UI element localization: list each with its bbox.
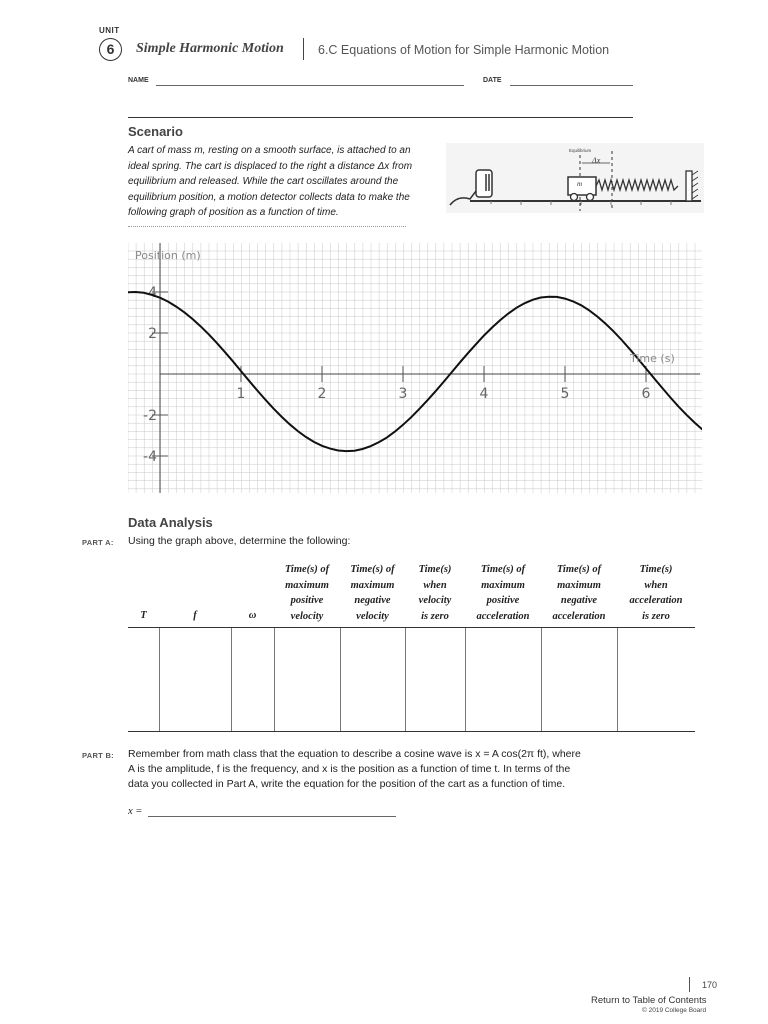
column-header-line: Time(s) of xyxy=(556,564,602,575)
column-header-line: acceleration xyxy=(476,610,530,622)
copyright: © 2019 College Board xyxy=(642,1007,707,1014)
part-b-line-2: A is the amplitude, f is the frequency, and x is the position as a function of time t. In terms of the xyxy=(128,763,571,775)
y-tick-label: 2 xyxy=(148,326,157,342)
equilibrium-label: Equilibrium xyxy=(569,148,592,153)
answer-cell[interactable] xyxy=(617,628,695,731)
answer-cell[interactable] xyxy=(159,628,231,731)
y-tick-label: -4 xyxy=(143,449,157,465)
column-header-line: negative xyxy=(560,595,598,606)
column-header-line: Time(s) of xyxy=(284,564,330,575)
column-header-line: acceleration xyxy=(629,595,683,606)
column-header-line: is zero xyxy=(421,610,449,622)
column-header-line: negative xyxy=(354,595,391,606)
position-time-chart xyxy=(128,243,702,493)
section-title: 6.C Equations of Motion for Simple Harmonic Motion xyxy=(318,43,610,57)
column-header xyxy=(340,562,405,624)
y-axis-label: Position (m) xyxy=(135,249,201,262)
header-rule xyxy=(128,117,633,118)
x-tick-label: 3 xyxy=(398,386,408,402)
cart-spring-figure xyxy=(446,143,704,213)
page-number: 170 xyxy=(702,980,718,990)
return-to-toc-link[interactable]: Return to Table of Contents xyxy=(591,995,707,1006)
scenario-heading: Scenario xyxy=(128,124,183,139)
x-axis-label: Time (s) xyxy=(630,352,675,365)
column-header-line: acceleration xyxy=(552,610,606,622)
column-header-line: maximum xyxy=(350,579,395,591)
data-analysis-heading: Data Analysis xyxy=(128,515,213,530)
column-header-line: ω xyxy=(248,610,257,621)
column-header xyxy=(231,608,274,624)
chart-grid xyxy=(128,243,702,493)
part-a-text: Using the graph above, determine the following: xyxy=(128,535,351,547)
x-tick-label: 4 xyxy=(479,386,489,402)
name-field[interactable] xyxy=(156,85,464,86)
dx-label: Δx xyxy=(592,156,601,165)
x-tick-label: 1 xyxy=(236,386,246,402)
column-header-line: positive xyxy=(486,595,520,606)
answer-cell[interactable] xyxy=(128,628,159,731)
footer-divider xyxy=(689,977,690,992)
part-b-label: PART B: xyxy=(82,751,114,760)
scenario-text: A cart of mass m, resting on a smooth surface, is attached to an ideal spring. The cart is displaced to the right a distance Δx from equilibrium and released. While the cart oscillates around the equilibrium position, a motion detector collects data to make the following graph of position as a function of time. xyxy=(128,145,413,218)
answer-cell[interactable] xyxy=(231,628,274,731)
answer-cell[interactable] xyxy=(465,628,541,731)
column-header-line: when xyxy=(423,579,447,591)
part-b-line-3: data you collected in Part A, write the equation for the position of the cart as a function of time. xyxy=(128,778,566,790)
x-tick-label: 6 xyxy=(641,386,651,402)
part-a-label: PART A: xyxy=(82,538,114,547)
answer-cell[interactable] xyxy=(340,628,405,731)
column-header-line: Time(s) xyxy=(639,564,673,575)
column-header xyxy=(465,562,541,624)
column-divider xyxy=(617,628,618,731)
column-header-line: Time(s) of xyxy=(350,564,395,575)
cart-wheel xyxy=(571,194,578,201)
cart-wheel xyxy=(587,194,594,201)
y-tick-label: -2 xyxy=(143,408,157,424)
answer-field[interactable] xyxy=(148,816,396,817)
column-header xyxy=(159,608,231,624)
column-header-line: T xyxy=(140,610,147,621)
scenario-rule xyxy=(128,226,406,227)
y-tick-label: 4 xyxy=(148,285,157,301)
column-divider xyxy=(465,628,466,731)
answer-cell[interactable] xyxy=(541,628,617,731)
column-header xyxy=(405,562,465,624)
unit-label: UNIT xyxy=(99,26,120,35)
column-divider xyxy=(541,628,542,731)
column-header-line: maximum xyxy=(481,579,525,591)
column-header-line: is zero xyxy=(642,610,670,622)
chart-ticks xyxy=(143,285,651,465)
date-label: DATE xyxy=(483,77,502,84)
position-curve xyxy=(128,292,702,451)
part-b-line-1: Remember from math class that the equation to describe a cosine wave is x = A cos(2π ft), where xyxy=(128,748,581,760)
table-bottom-rule xyxy=(128,731,695,732)
wall xyxy=(686,171,692,201)
column-header-line: when xyxy=(644,579,668,591)
column-header-line: velocity xyxy=(356,610,389,622)
column-header-line: maximum xyxy=(285,579,329,591)
column-header-line: Time(s) of xyxy=(480,564,526,575)
column-divider xyxy=(340,628,341,731)
answer-cell[interactable] xyxy=(405,628,465,731)
column-header xyxy=(274,562,340,624)
title-divider xyxy=(303,38,304,60)
column-header-line: positive xyxy=(290,595,324,606)
unit-number-badge: 6 xyxy=(99,38,122,61)
column-header xyxy=(128,608,159,624)
unit-title: Simple Harmonic Motion xyxy=(136,41,284,56)
column-header xyxy=(541,562,617,624)
column-header-line: velocity xyxy=(418,595,452,606)
column-divider xyxy=(405,628,406,731)
column-header-line: maximum xyxy=(557,579,601,591)
column-divider xyxy=(274,628,275,731)
answer-cell[interactable] xyxy=(274,628,340,731)
column-header-line: f xyxy=(193,610,197,621)
x-tick-label: 5 xyxy=(560,386,570,402)
column-divider xyxy=(159,628,160,731)
column-header-line: velocity xyxy=(290,610,324,622)
name-label: NAME xyxy=(128,77,149,84)
mass-label: m xyxy=(577,180,583,188)
answer-label: x = xyxy=(128,806,143,817)
x-tick-label: 2 xyxy=(317,386,327,402)
column-divider xyxy=(231,628,232,731)
data-table xyxy=(128,560,695,732)
date-field[interactable] xyxy=(510,85,633,86)
column-header-line: Time(s) xyxy=(418,564,452,575)
column-header xyxy=(617,562,695,624)
